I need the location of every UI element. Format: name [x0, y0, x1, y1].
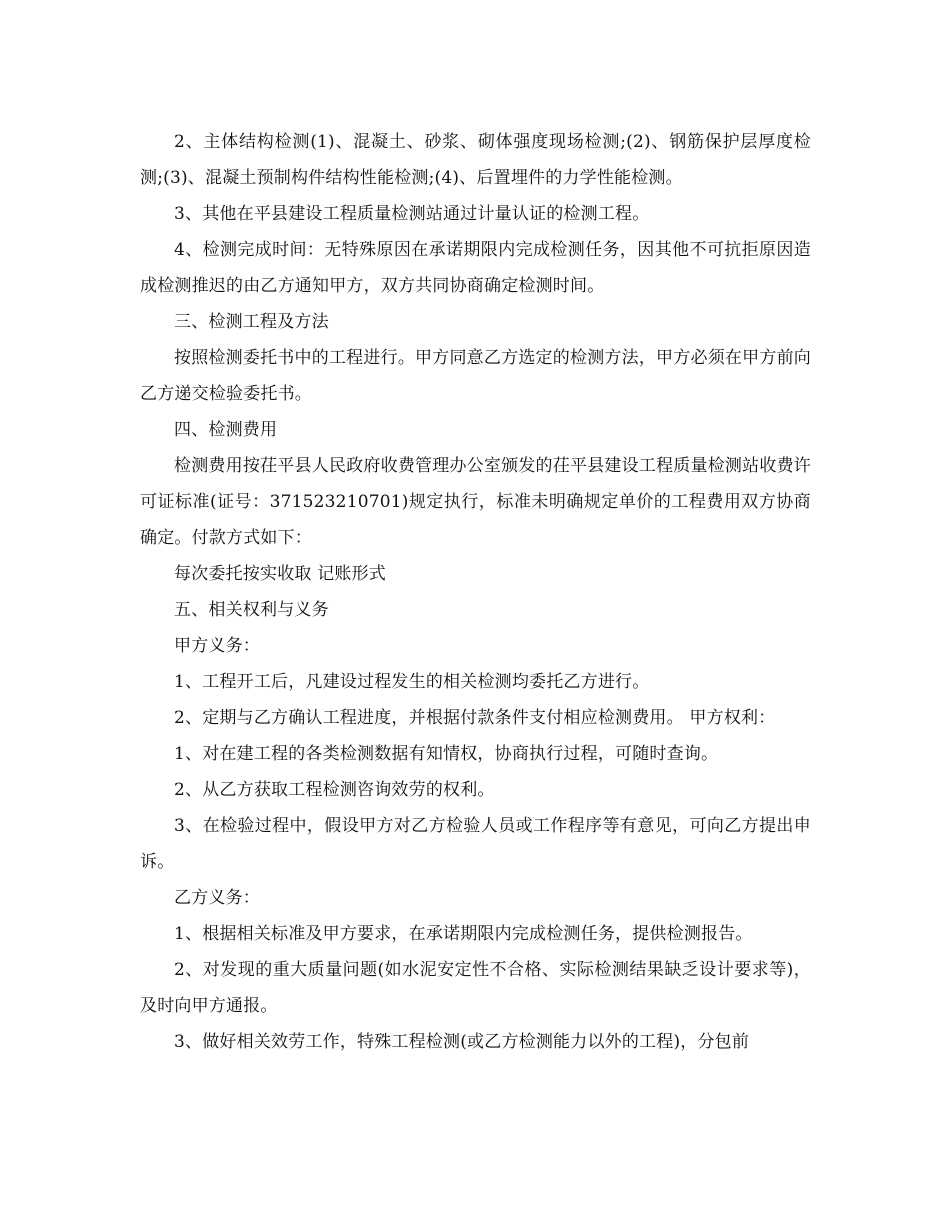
paragraph-party-a-obligation-1: 1、工程开工后，凡建设过程发生的相关检测均委托乙方进行。 — [174, 672, 650, 692]
paragraph-party-b-obligation-3: 3、做好相关效劳工作，特殊工程检测(或乙方检测能力以外的工程)，分包前 — [174, 1032, 750, 1052]
paragraph-other-testing-projects: 3、其他在平县建设工程质量检测站通过计量认证的检测工程。 — [174, 204, 650, 224]
heading-testing-projects-methods: 三、检测工程及方法 — [174, 312, 329, 332]
heading-party-b-obligations: 乙方义务： — [174, 888, 260, 908]
paragraph-party-b-obligation-2: 2、对发现的重大质量问题(如水泥安定性不合格、实际检测结果缺乏设计要求等)，及时向甲方通报。 — [140, 960, 811, 1016]
paragraph-completion-time: 4、检测完成时间：无特殊原因在承诺期限内完成检测任务，因其他不可抗拒原因造成检测推迟的由乙方通知甲方，双方共同协商确定检测时间。 — [140, 240, 811, 296]
heading-rights-obligations: 五、相关权利与义务 — [174, 600, 329, 620]
document-page — [140, 124, 811, 1060]
heading-party-a-obligations: 甲方义务： — [174, 636, 260, 656]
paragraph-party-a-right-1: 1、对在建工程的各类检测数据有知情权，协商执行过程，可随时查询。 — [174, 744, 719, 764]
paragraph-party-a-obligation-2: 2、定期与乙方确认工程进度，并根据付款条件支付相应检测费用。 甲方权利： — [174, 708, 776, 728]
paragraph-fee-standard: 检测费用按茌平县人民政府收费管理办公室颁发的茌平县建设工程质量检测站收费许可证标准(证号：371523210701)规定执行，标准未明确规定单价的工程费用双方协商确定。付款方式如下： — [140, 456, 811, 548]
paragraph-party-a-right-3: 3、在检验过程中，假设甲方对乙方检验人员或工作程序等有意见，可向乙方提出申诉。 — [140, 816, 811, 872]
heading-testing-fees: 四、检测费用 — [174, 420, 278, 440]
paragraph-party-a-right-2: 2、从乙方获取工程检测咨询效劳的权利。 — [174, 780, 495, 800]
paragraph-main-structure-testing: 2、主体结构检测(1)、混凝土、砂浆、砌体强度现场检测;(2)、钢筋保护层厚度检测;(3)、混凝土预制构件结构性能检测;(4)、后置埋件的力学性能检测。 — [140, 132, 811, 188]
paragraph-commission-procedure: 按照检测委托书中的工程进行。甲方同意乙方选定的检测方法，甲方必须在甲方前向乙方递交检验委托书。 — [140, 348, 811, 404]
paragraph-payment-method: 每次委托按实收取 记账形式 — [174, 564, 387, 584]
paragraph-party-b-obligation-1: 1、根据相关标准及甲方要求，在承诺期限内完成检测任务，提供检测报告。 — [174, 924, 753, 944]
